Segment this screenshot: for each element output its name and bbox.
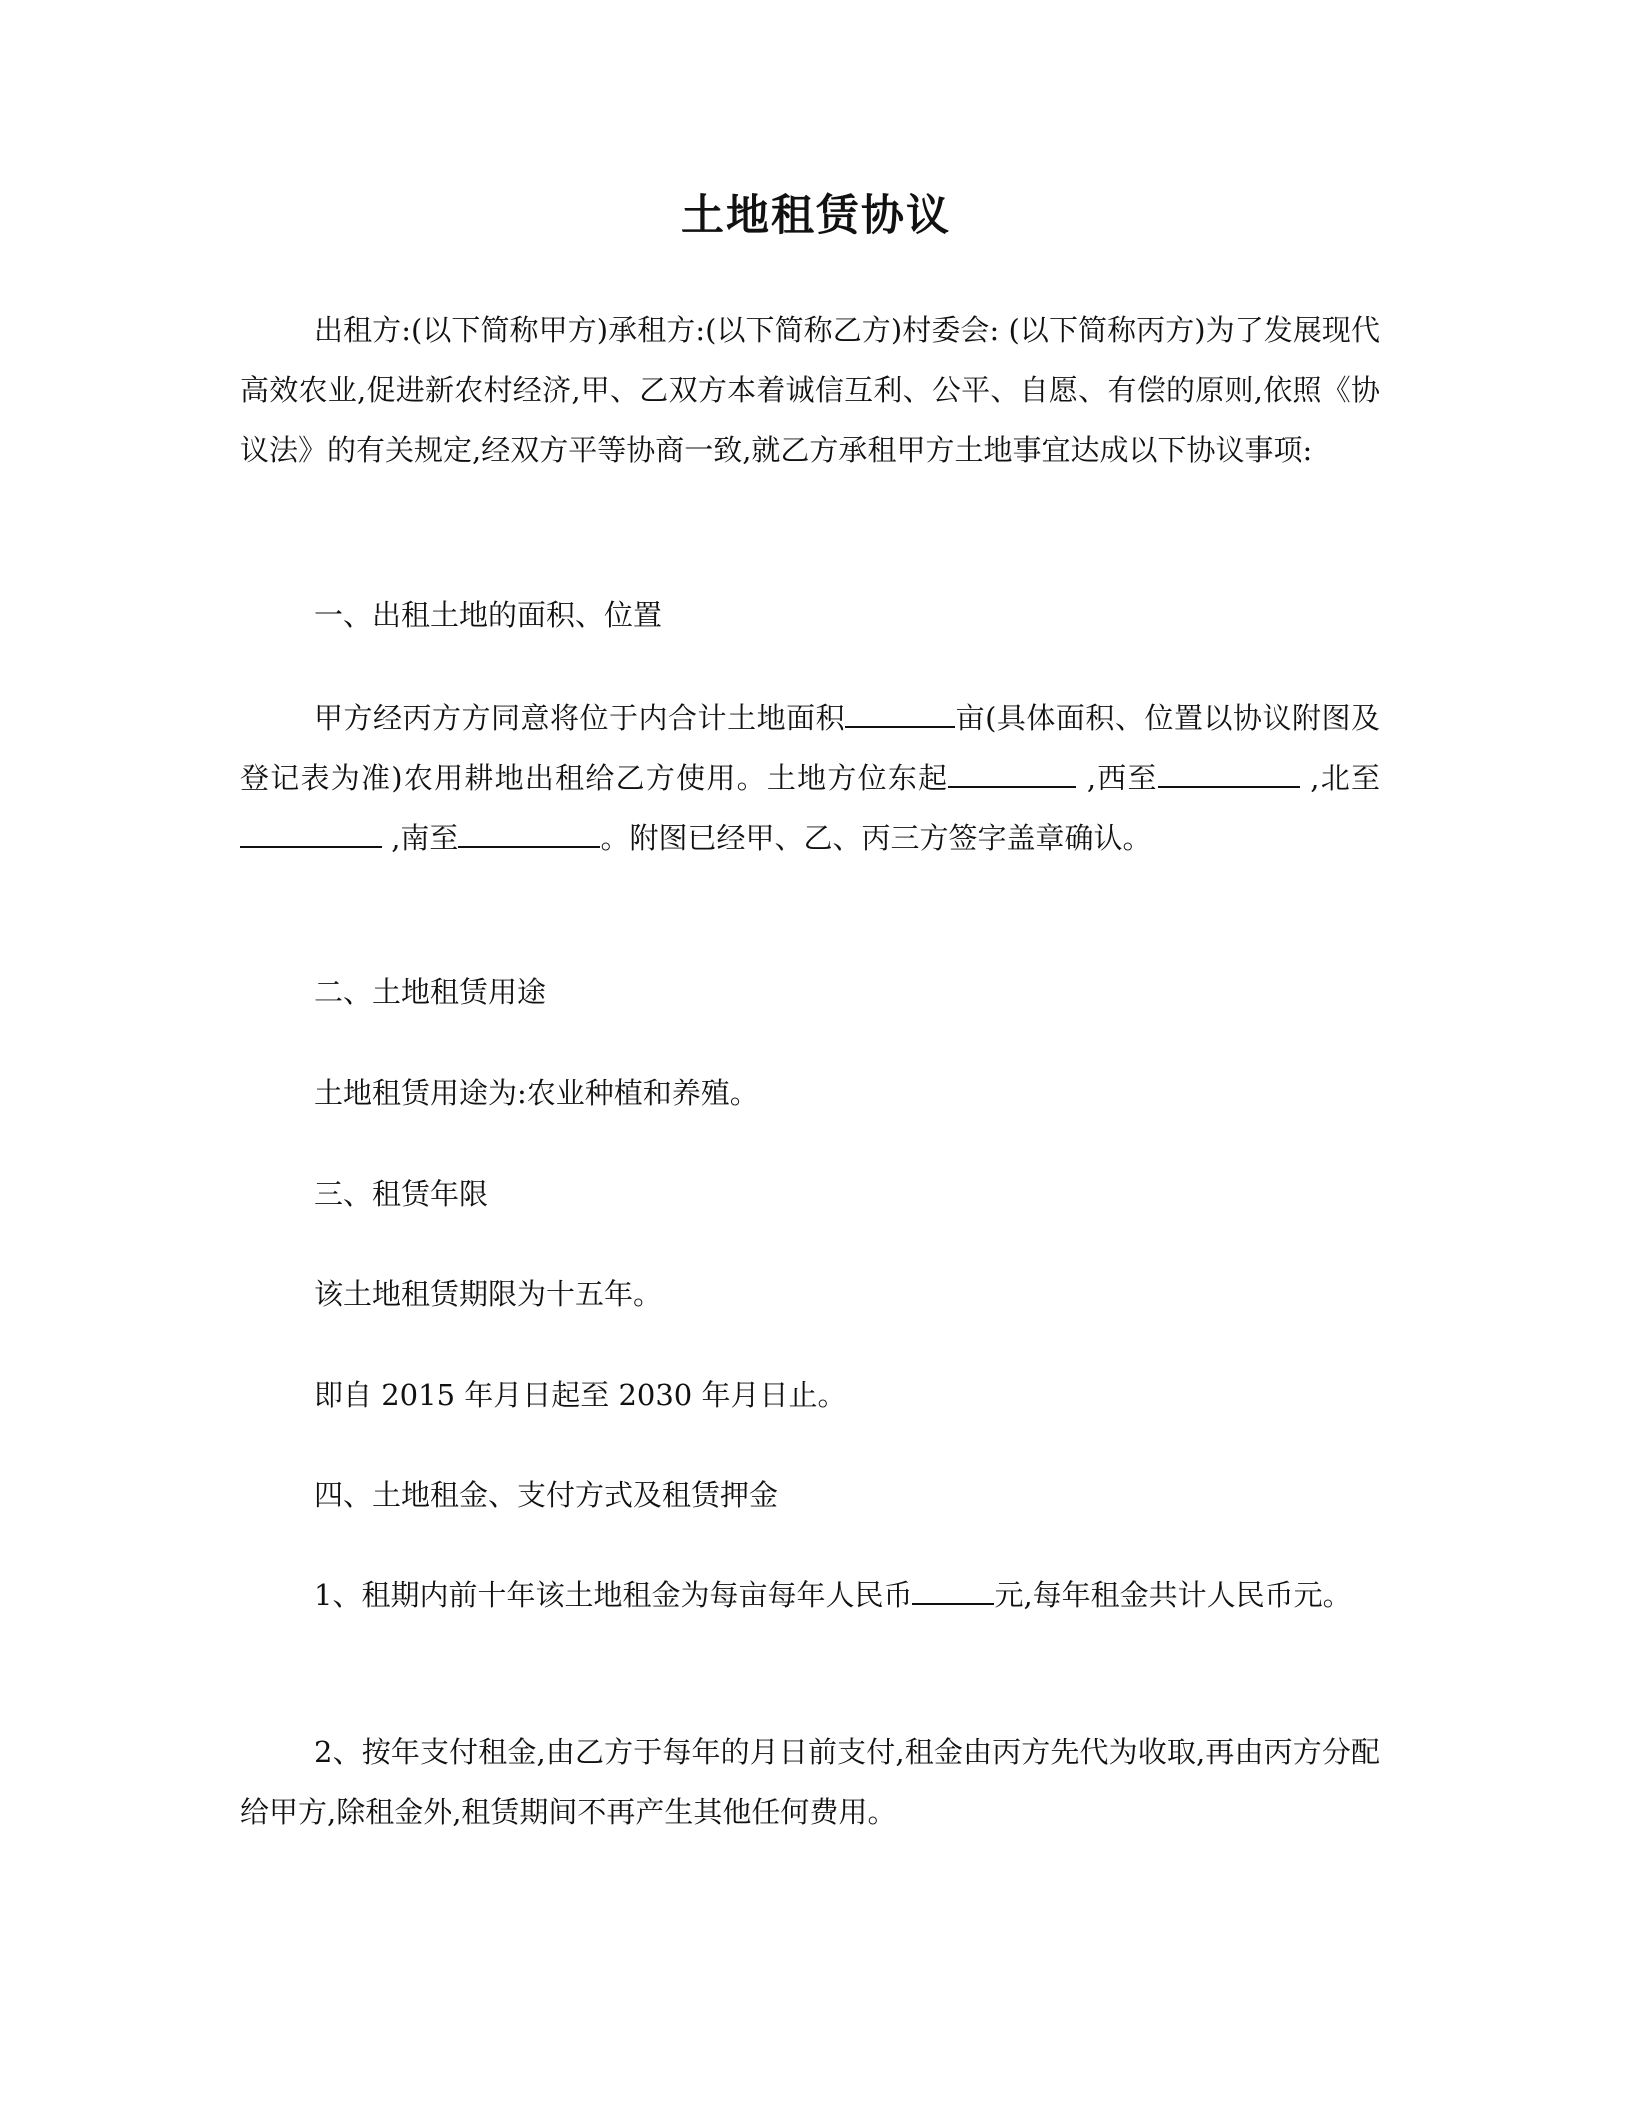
section-3-body-2: 即自 2015 年月日起至 2030 年月日止。 — [314, 1378, 847, 1412]
section-4-item-1 — [240, 1565, 1380, 1625]
section-1-text-1: 甲方经丙方方同意将位于内合计土地面积 — [314, 701, 846, 735]
section-1-text-4: ,北至 — [1299, 761, 1381, 795]
section-3-heading: 三、租赁年限 — [314, 1177, 489, 1211]
east-boundary-blank[interactable] — [948, 758, 1076, 788]
section-1-text-5: ,南至 — [382, 821, 459, 855]
area-blank[interactable] — [845, 698, 955, 728]
document-title: 土地租赁协议 — [681, 191, 951, 241]
section-1-heading: 一、出租土地的面积、位置 — [314, 598, 663, 632]
west-boundary-blank[interactable] — [1158, 758, 1300, 788]
section-4-item-1-text-1: 1、租期内前十年该土地租金为每亩每年人民币 — [314, 1578, 913, 1612]
section-1-text-6: 。附图已经甲、乙、丙三方签字盖章确认。 — [600, 821, 1152, 855]
rent-per-mu-blank[interactable] — [912, 1575, 994, 1605]
section-1-text-3: ,西至 — [1076, 761, 1158, 795]
section-2-body: 土地租赁用途为:农业种植和养殖。 — [314, 1076, 759, 1110]
section-4-item-2: 2、按年支付租金,由乙方于每年的月日前支付,租金由丙方先代为收取,再由丙方分配给甲方,除租金外,租赁期间不再产生其他任何费用。 — [240, 1735, 1380, 1829]
section-1-text-2: 亩(具体面积、位置以协议附图及登记表为准)农用耕地出租给乙方使用。土地方位东起 — [240, 701, 1380, 795]
intro-paragraph: 出租方:(以下简称甲方)承租方:(以下简称乙方)村委会: (以下简称丙方)为了发展现代高效农业,促进新农村经济,甲、乙双方本着诚信互利、公平、自愿、有偿的原则,依照《协议法》的有关规定,经双方平等协商一致,就乙方承租甲方土地事宜达成以下协议事项: — [240, 313, 1380, 467]
section-2-heading: 二、土地租赁用途 — [314, 975, 547, 1009]
section-4-heading: 四、土地租金、支付方式及租赁押金 — [314, 1478, 779, 1512]
section-4-item-1-text-2: 元,每年租金共计人民币元。 — [994, 1578, 1352, 1612]
north-boundary-blank[interactable] — [240, 818, 382, 848]
section-3-body-1: 该土地租赁期限为十五年。 — [314, 1277, 663, 1311]
section-1-paragraph — [240, 688, 1380, 868]
south-boundary-blank[interactable] — [458, 818, 600, 848]
